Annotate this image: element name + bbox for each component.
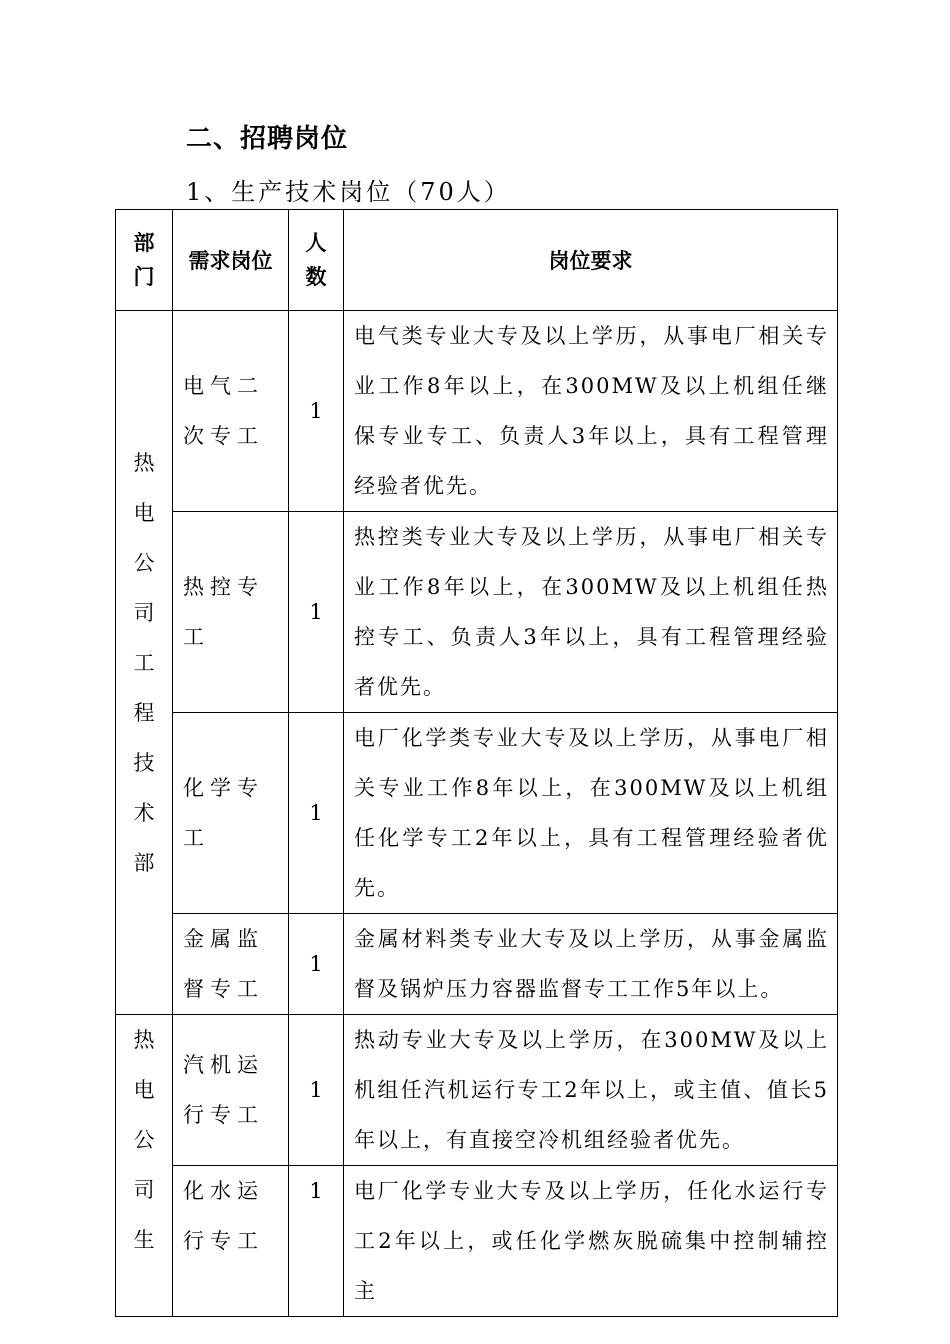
- header-dept-char: 门: [133, 265, 155, 289]
- dept-char: 电: [133, 1078, 155, 1102]
- dept-char: 公: [133, 550, 155, 575]
- dept-char: 热: [133, 450, 155, 475]
- dept-char: 生: [133, 1228, 155, 1252]
- position-cell: 化学专工: [173, 713, 289, 914]
- dept-char: 术: [133, 800, 155, 825]
- position-cell: 金属监督专工: [173, 914, 289, 1015]
- table-row: [116, 512, 838, 713]
- dept-char: 司: [133, 1178, 155, 1202]
- table-row: [116, 1015, 838, 1166]
- requirement-cell: 热控类专业大专及以上学历，从事电厂相关专业工作8年以上，在300MW及以上机组任热控专工、负责人3年以上，具有工程管理经验者优先。: [344, 512, 838, 713]
- dept-char: 公: [133, 1128, 155, 1152]
- header-requirements: 岗位要求: [344, 210, 838, 311]
- dept-char: 电: [133, 500, 155, 525]
- dept-char: 程: [133, 700, 155, 725]
- dept-char: 热: [133, 1028, 155, 1052]
- position-cell: 化水运行专工: [173, 1166, 289, 1317]
- table-row: [116, 1166, 838, 1317]
- position-cell: 电气二次专工: [173, 311, 289, 512]
- count-cell: 1: [289, 914, 344, 1015]
- dept-cell-engineering: [116, 311, 173, 1015]
- header-position: 需求岗位: [173, 210, 289, 311]
- header-count: [289, 210, 344, 311]
- table-row: [116, 311, 838, 512]
- count-cell: 1: [289, 713, 344, 914]
- header-dept: [116, 210, 173, 311]
- dept-cell-production: [116, 1015, 173, 1317]
- table-row: [116, 713, 838, 914]
- table-header-row: [116, 210, 838, 311]
- count-cell: 1: [289, 512, 344, 713]
- requirement-cell: 热动专业大专及以上学历，在300MW及以上机组任汽机运行专工2年以上，或主值、值长5年以上，有直接空冷机组经验者优先。: [344, 1015, 838, 1166]
- subsection-title: 1、生产技术岗位（70人）: [186, 178, 511, 206]
- header-count-char: 数: [305, 265, 327, 289]
- requirement-cell: 金属材料类专业大专及以上学历，从事金属监督及锅炉压力容器监督专工工作5年以上。: [344, 914, 838, 1015]
- dept-char: 技: [133, 750, 155, 775]
- count-cell: 1: [289, 311, 344, 512]
- requirement-cell: 电厂化学专业大专及以上学历，任化水运行专工2年以上，或任化学燃灰脱硫集中控制辅控主: [344, 1166, 838, 1317]
- section-title: 二、招聘岗位: [186, 124, 349, 154]
- table-row: [116, 914, 838, 1015]
- count-cell: 1: [289, 1015, 344, 1166]
- dept-char: 司: [133, 600, 155, 625]
- dept-char: 部: [133, 850, 155, 875]
- requirement-cell: 电气类专业大专及以上学历，从事电厂相关专业工作8年以上，在300MW及以上机组任继保专业专工、负责人3年以上，具有工程管理经验者优先。: [344, 311, 838, 512]
- count-cell: 1: [289, 1166, 344, 1317]
- requirement-cell: 电厂化学类专业大专及以上学历，从事电厂相关专业工作8年以上，在300MW及以上机组任化学专工2年以上，具有工程管理经验者优先。: [344, 713, 838, 914]
- position-cell: 汽机运行专工: [173, 1015, 289, 1166]
- header-dept-char: 部: [133, 231, 155, 255]
- position-cell: 热控专工: [173, 512, 289, 713]
- dept-char: 工: [133, 650, 155, 675]
- header-count-char: 人: [305, 231, 327, 255]
- positions-table: [115, 209, 838, 1317]
